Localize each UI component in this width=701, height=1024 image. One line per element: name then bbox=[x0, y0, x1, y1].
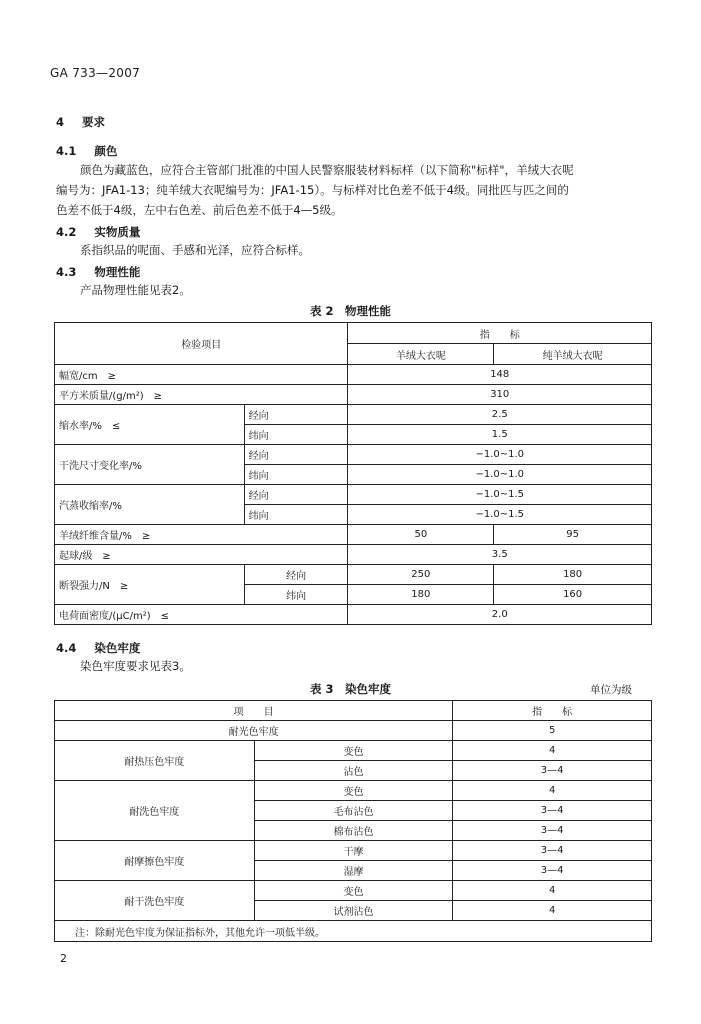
row-label: 耐光色牢度 bbox=[55, 721, 453, 741]
row-sub-label: 变色 bbox=[254, 781, 453, 801]
table-row bbox=[55, 741, 652, 761]
row-label: 缩水率/% ≤ bbox=[55, 405, 245, 445]
row-sub-label: 棉布沾色 bbox=[254, 821, 453, 841]
row-value: 148 bbox=[348, 365, 652, 385]
row-value: 4 bbox=[453, 741, 652, 761]
section-title: 要求 bbox=[82, 115, 106, 129]
row-value-col2: 160 bbox=[494, 585, 652, 605]
row-value-col2: 95 bbox=[494, 525, 652, 545]
section-4-3-body: 产品物理性能见表2。 bbox=[80, 283, 191, 297]
row-value: 2.5 bbox=[348, 405, 652, 425]
header-col1: 羊绒大衣呢 bbox=[348, 344, 494, 365]
row-label: 干洗尺寸变化率/% bbox=[55, 445, 245, 485]
table-3-color-fastness bbox=[54, 700, 652, 942]
row-sub-label: 沾色 bbox=[254, 761, 453, 781]
row-sub-label: 干摩 bbox=[254, 841, 453, 861]
section-4-3-heading bbox=[56, 264, 140, 280]
row-value: 3—4 bbox=[453, 841, 652, 861]
section-4-heading bbox=[56, 114, 105, 130]
table-3-caption: 表 3 染色牢度 bbox=[309, 682, 391, 696]
table-row bbox=[55, 781, 652, 801]
row-sub-label: 湿摩 bbox=[254, 861, 453, 881]
row-label: 幅宽/cm ≥ bbox=[55, 365, 348, 385]
paragraph-line: 编号为：JFA1-13；纯羊绒大衣呢编号为：JFA1-15）。与标样对比色差不低于4级。同批匹与匹之间的 bbox=[56, 183, 569, 197]
section-4-2-body: 系指织品的呢面、手感和光泽，应符合标样。 bbox=[80, 243, 310, 257]
row-value: 5 bbox=[453, 721, 652, 741]
row-value: 3.5 bbox=[348, 545, 652, 565]
row-value: −1.0~1.0 bbox=[348, 445, 652, 465]
table-note-row bbox=[55, 921, 652, 942]
row-value: 4 bbox=[453, 881, 652, 901]
paragraph-line: 颜色为藏蓝色，应符合主管部门批准的中国人民警察服装材料标样（以下简称"标样"，羊绒大衣呢 bbox=[80, 163, 574, 177]
row-label: 汽蒸收缩率/% bbox=[55, 485, 245, 525]
row-sub-label: 纬向 bbox=[244, 585, 348, 605]
row-value-col1: 180 bbox=[348, 585, 494, 605]
row-value: 3—4 bbox=[453, 861, 652, 881]
row-sub-label: 经向 bbox=[244, 445, 348, 465]
section-title: 实物质量 bbox=[94, 225, 141, 239]
row-label: 羊绒纤维含量/% ≥ bbox=[55, 525, 348, 545]
row-value: −1.0~1.5 bbox=[348, 485, 652, 505]
row-label: 电荷面密度/(μC/m²) ≤ bbox=[55, 605, 348, 625]
table-row bbox=[55, 365, 652, 385]
row-value: 1.5 bbox=[348, 425, 652, 445]
section-4-4-body: 染色牢度要求见表3。 bbox=[80, 659, 191, 673]
row-label: 耐干洗色牢度 bbox=[55, 881, 255, 921]
row-value: 2.0 bbox=[348, 605, 652, 625]
section-number: 4.2 bbox=[56, 225, 77, 239]
row-value: 3—4 bbox=[453, 821, 652, 841]
row-value: 310 bbox=[348, 385, 652, 405]
section-title: 物理性能 bbox=[94, 265, 141, 279]
row-sub-label: 经向 bbox=[244, 485, 348, 505]
section-4-2-heading bbox=[56, 224, 140, 240]
table-note: 注：除耐光色牢度为保证指标外，其他允许一项低半级。 bbox=[55, 921, 652, 942]
section-4-1-heading bbox=[56, 143, 117, 159]
row-sub-label: 经向 bbox=[244, 565, 348, 585]
section-title: 颜色 bbox=[94, 144, 118, 158]
row-label: 耐热压色牢度 bbox=[55, 741, 255, 781]
section-number: 4.3 bbox=[56, 265, 77, 279]
row-value: −1.0~1.0 bbox=[348, 465, 652, 485]
header-index: 指 标 bbox=[348, 323, 652, 344]
table-row bbox=[55, 605, 652, 625]
row-value-col1: 250 bbox=[348, 565, 494, 585]
row-value: 4 bbox=[453, 901, 652, 921]
header-item: 项 目 bbox=[55, 701, 453, 721]
table-row bbox=[55, 841, 652, 861]
row-sub-label: 纬向 bbox=[244, 425, 348, 445]
page-number: 2 bbox=[60, 952, 67, 965]
header-index: 指 标 bbox=[453, 701, 652, 721]
table-row bbox=[55, 565, 652, 585]
row-value-col1: 50 bbox=[348, 525, 494, 545]
row-label: 断裂强力/N ≥ bbox=[55, 565, 245, 605]
table-3-unit: 单位为级 bbox=[590, 684, 632, 696]
table-row bbox=[55, 405, 652, 425]
table-row bbox=[55, 385, 652, 405]
table-2-caption: 表 2 物理性能 bbox=[309, 304, 391, 318]
row-value: 4 bbox=[453, 781, 652, 801]
header-col2: 纯羊绒大衣呢 bbox=[494, 344, 652, 365]
row-sub-label: 试剂沾色 bbox=[254, 901, 453, 921]
row-label: 起球/级 ≥ bbox=[55, 545, 348, 565]
row-label: 耐洗色牢度 bbox=[55, 781, 255, 841]
row-sub-label: 变色 bbox=[254, 741, 453, 761]
table-row bbox=[55, 525, 652, 545]
section-title: 染色牢度 bbox=[94, 641, 141, 655]
table-row bbox=[55, 881, 652, 901]
row-label: 耐摩擦色牢度 bbox=[55, 841, 255, 881]
section-4-1-body bbox=[56, 160, 656, 220]
row-sub-label: 变色 bbox=[254, 881, 453, 901]
table-row bbox=[55, 485, 652, 505]
row-sub-label: 毛布沾色 bbox=[254, 801, 453, 821]
table-row bbox=[55, 545, 652, 565]
section-number: 4.1 bbox=[56, 144, 77, 158]
section-number: 4 bbox=[56, 115, 65, 129]
table-row bbox=[55, 721, 652, 741]
row-value: 3—4 bbox=[453, 801, 652, 821]
table-row bbox=[55, 445, 652, 465]
header-item: 检验项目 bbox=[55, 323, 348, 365]
row-value: −1.0~1.5 bbox=[348, 505, 652, 525]
row-value: 3—4 bbox=[453, 761, 652, 781]
row-value-col2: 180 bbox=[494, 565, 652, 585]
row-label: 平方米质量/(g/m²) ≥ bbox=[55, 385, 348, 405]
section-number: 4.4 bbox=[56, 641, 77, 655]
section-4-4-heading bbox=[56, 640, 140, 656]
row-sub-label: 纬向 bbox=[244, 505, 348, 525]
row-sub-label: 纬向 bbox=[244, 465, 348, 485]
standard-number: GA 733—2007 bbox=[50, 66, 141, 80]
row-sub-label: 经向 bbox=[244, 405, 348, 425]
paragraph-line: 色差不低于4级，左中右色差、前后色差不低于4—5级。 bbox=[56, 203, 343, 217]
table-2-physical-properties bbox=[54, 322, 652, 625]
